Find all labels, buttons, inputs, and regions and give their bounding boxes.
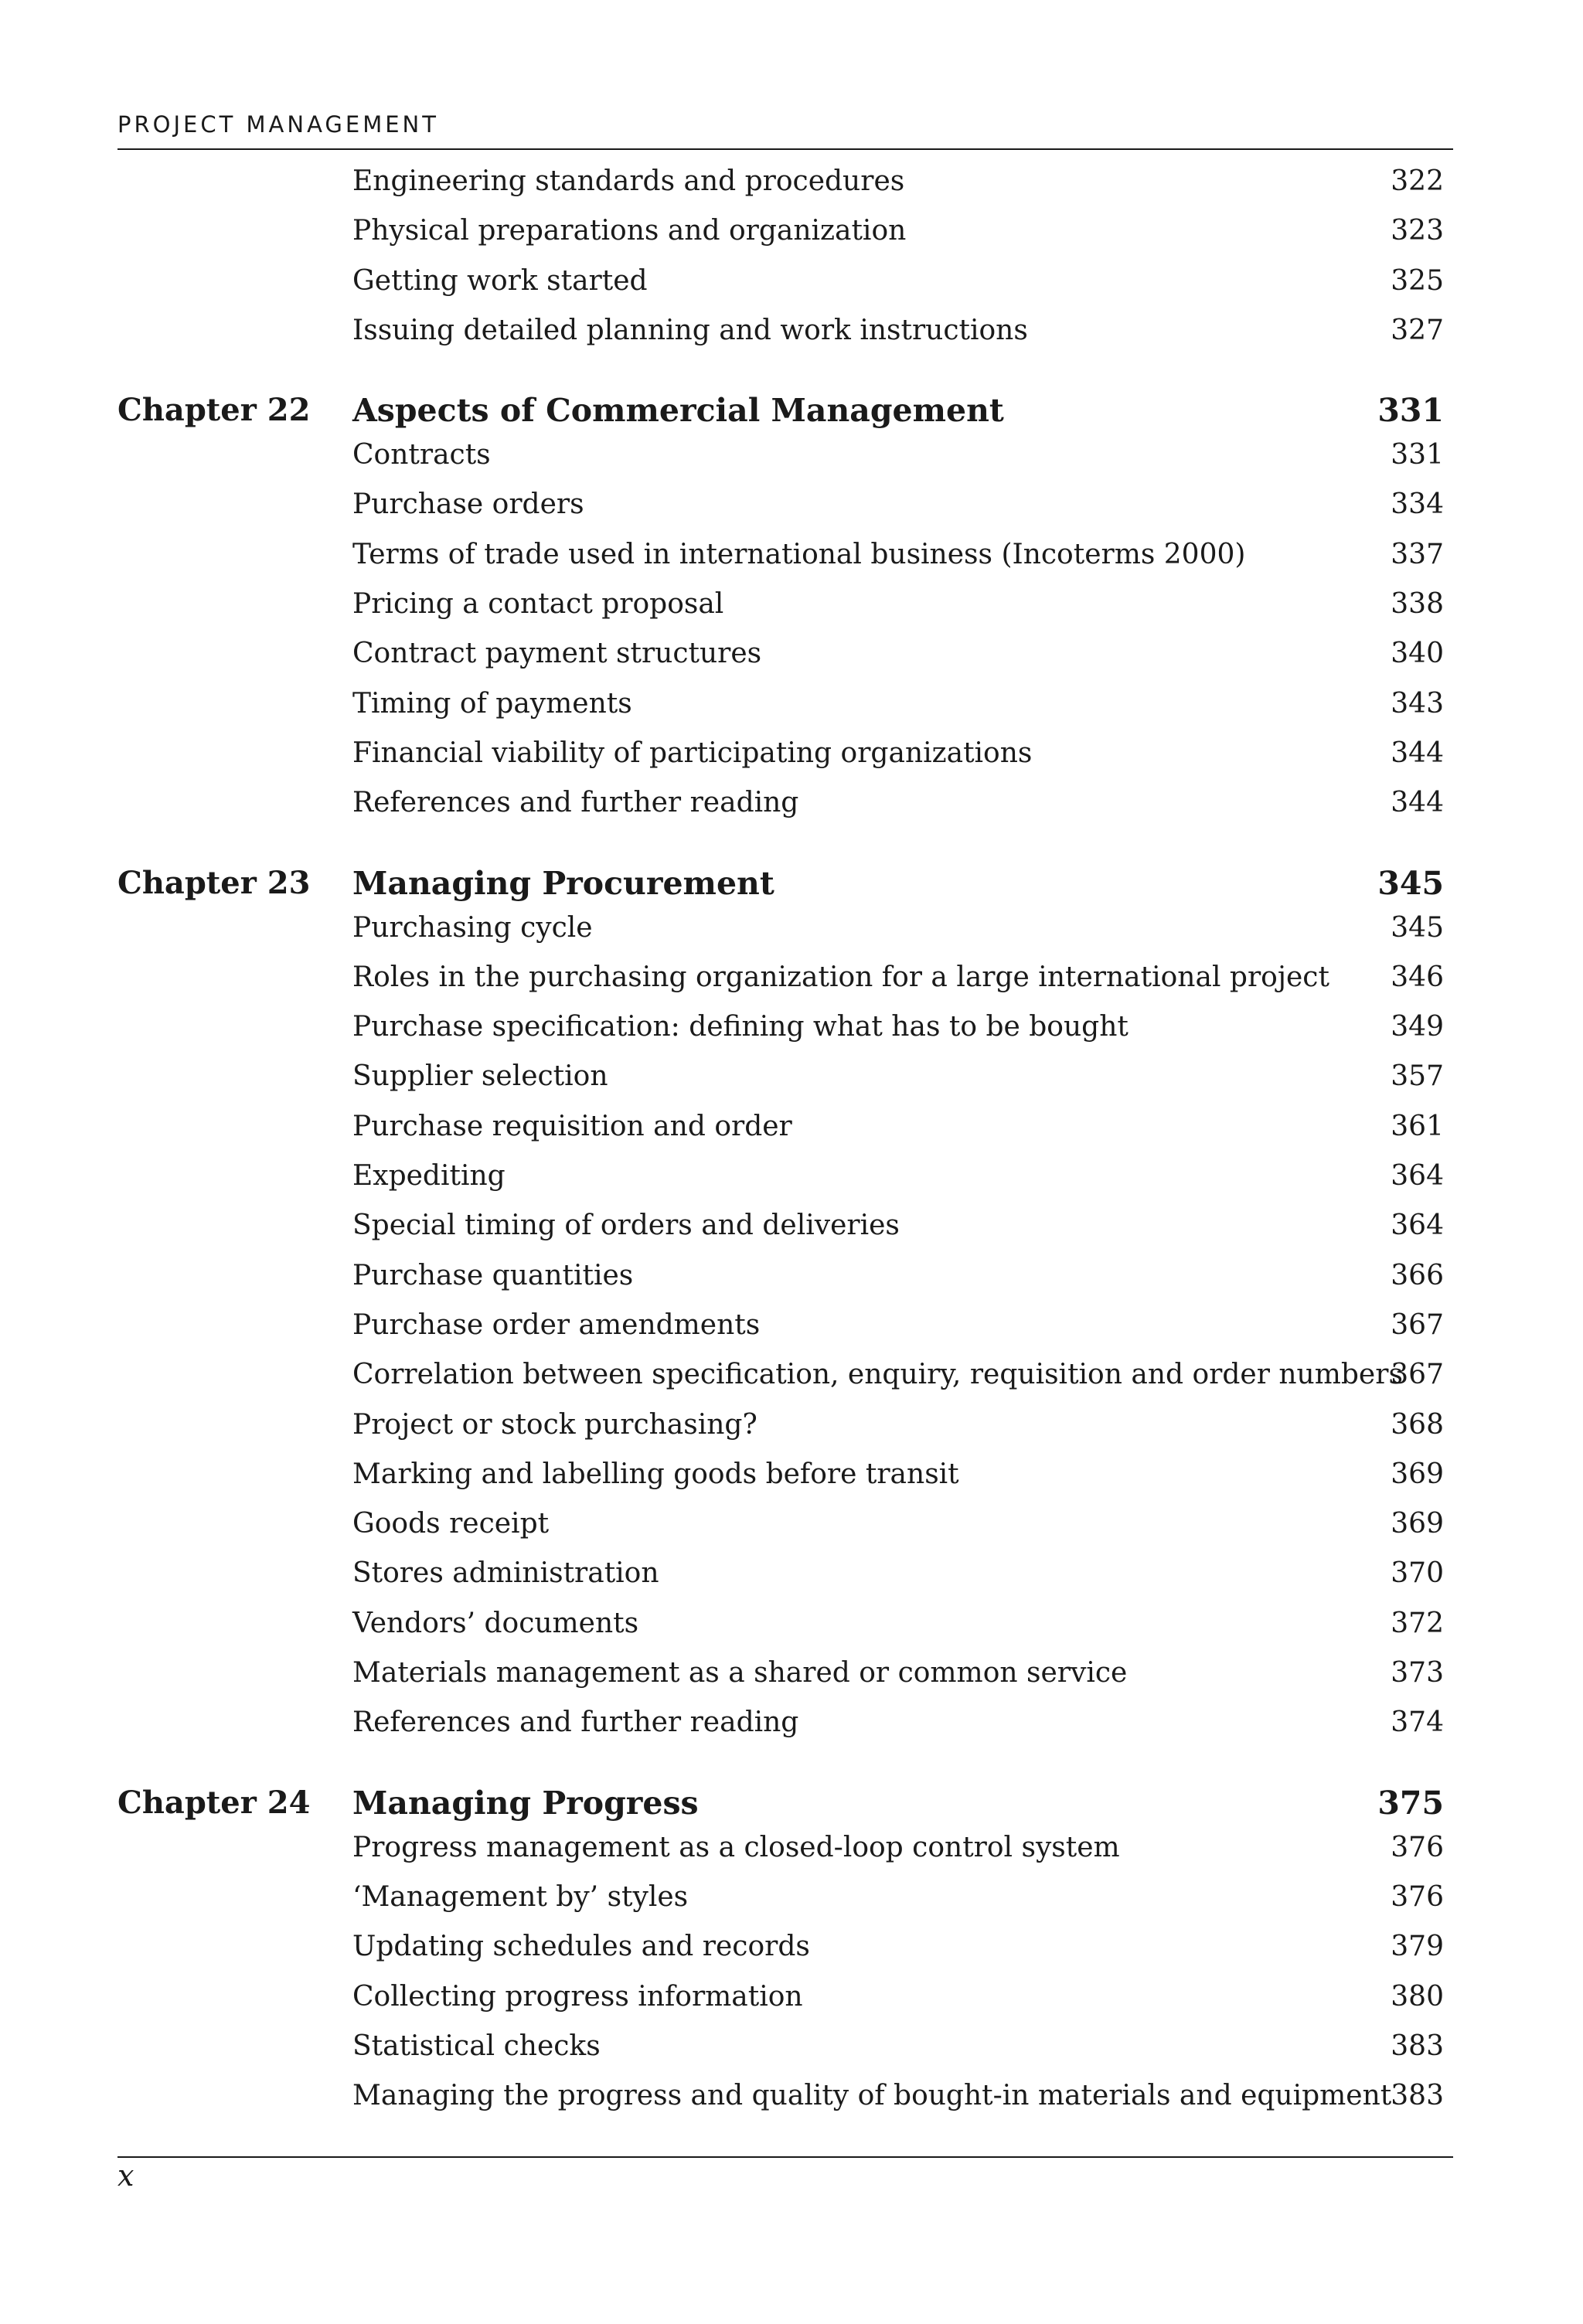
toc-entry-row xyxy=(0,1005,1583,1054)
entry-title: Supplier selection xyxy=(352,1060,608,1093)
page-number: 374 xyxy=(1391,1706,1444,1739)
entry-title: Vendors’ documents xyxy=(352,1607,639,1639)
page-number: 344 xyxy=(1391,787,1444,819)
toc-entry-row xyxy=(0,1403,1583,1452)
entry-title: Purchase specification: defining what has to be bought xyxy=(352,1011,1129,1043)
entry-title: Getting work started xyxy=(352,264,648,297)
toc-entry-row xyxy=(0,1924,1583,1974)
entry-title: Physical preparations and organization xyxy=(352,215,907,247)
toc-entry-row xyxy=(0,1104,1583,1154)
chapter-title: Aspects of Commercial Management xyxy=(352,392,1004,430)
toc-entry-row xyxy=(0,433,1583,482)
entry-title: Progress management as a closed-loop control system xyxy=(352,1831,1120,1863)
toc-entry-row xyxy=(0,1154,1583,1203)
footer-rule xyxy=(117,2156,1453,2158)
toc-entry-row xyxy=(0,1203,1583,1253)
page-number: 375 xyxy=(1377,1784,1444,1822)
toc-entry-row xyxy=(0,955,1583,1005)
page-number: 369 xyxy=(1391,1458,1444,1490)
toc-entry-row xyxy=(0,533,1583,582)
entry-title: Issuing detailed planning and work instructions xyxy=(352,314,1028,346)
toc-entry-row xyxy=(0,2024,1583,2074)
entry-title: Goods receipt xyxy=(352,1508,550,1540)
entry-title: Financial viability of participating organizations xyxy=(352,737,1033,769)
entry-title: Updating schedules and records xyxy=(352,1931,810,1963)
toc-entry-row xyxy=(0,159,1583,209)
chapter-title: Managing Progress xyxy=(352,1784,699,1822)
toc-entry-row xyxy=(0,2074,1583,2123)
entry-title: Pricing a contact proposal xyxy=(352,588,724,621)
toc-entry-row xyxy=(0,259,1583,308)
page-number: 376 xyxy=(1391,1880,1444,1913)
page-number: 367 xyxy=(1391,1308,1444,1341)
page-number: 369 xyxy=(1391,1508,1444,1540)
page-number: 383 xyxy=(1391,2030,1444,2062)
toc-entry-row xyxy=(0,1452,1583,1502)
toc-entry-row xyxy=(0,308,1583,358)
entry-title: Materials management as a shared or common service xyxy=(352,1657,1128,1689)
toc-entry-row xyxy=(0,1551,1583,1601)
entry-title: Engineering standards and procedures xyxy=(352,165,905,197)
page-number: 349 xyxy=(1391,1011,1444,1043)
running-head: PROJECT MANAGEMENT xyxy=(117,111,439,138)
entry-title: Terms of trade used in international business (Incoterms 2000) xyxy=(352,538,1246,570)
entry-title: References and further reading xyxy=(352,1706,799,1739)
toc-entry-row xyxy=(0,1826,1583,1875)
page-number: 383 xyxy=(1391,2080,1444,2112)
entry-title: Purchasing cycle xyxy=(352,911,593,944)
entry-title: Roles in the purchasing organization for a large international project xyxy=(352,961,1329,993)
page-number: 325 xyxy=(1391,264,1444,297)
chapter-label: Chapter 22 xyxy=(117,392,311,429)
toc-entry-row xyxy=(0,731,1583,781)
page-number: 367 xyxy=(1391,1359,1444,1391)
page-number: 380 xyxy=(1391,1980,1444,2013)
toc-entry-row xyxy=(0,1303,1583,1353)
entry-title: Marking and labelling goods before transit xyxy=(352,1458,959,1490)
entry-title: Expediting xyxy=(352,1160,506,1193)
entry-title: Purchase requisition and order xyxy=(352,1110,792,1142)
page-number: 340 xyxy=(1391,638,1444,670)
entry-title: ‘Management by’ styles xyxy=(352,1880,689,1913)
page-number: 344 xyxy=(1391,737,1444,769)
page-number: 346 xyxy=(1391,961,1444,993)
toc-entry-row xyxy=(0,1975,1583,2024)
toc-entry-row xyxy=(0,209,1583,258)
entry-title: Stores administration xyxy=(352,1557,659,1590)
page-number: 345 xyxy=(1391,911,1444,944)
entry-title: Project or stock purchasing? xyxy=(352,1408,757,1441)
toc-entry-row xyxy=(0,1054,1583,1104)
page-number: 345 xyxy=(1377,864,1444,902)
page-number: 337 xyxy=(1391,538,1444,570)
entry-title: Contracts xyxy=(352,439,491,471)
entry-title: Managing the progress and quality of bought-in materials and equipment xyxy=(352,2080,1392,2112)
page-number: 366 xyxy=(1391,1259,1444,1291)
page-number: 357 xyxy=(1391,1060,1444,1093)
toc-entry-row xyxy=(0,482,1583,532)
page-number: 322 xyxy=(1391,165,1444,197)
chapter-title: Managing Procurement xyxy=(352,864,774,902)
header-rule xyxy=(117,148,1453,150)
toc-entry-row xyxy=(0,1700,1583,1750)
table-of-contents xyxy=(0,159,1583,2123)
toc-entry-row xyxy=(0,582,1583,631)
entry-title: Timing of payments xyxy=(352,687,632,720)
page-number: 338 xyxy=(1391,588,1444,621)
chapter-label: Chapter 23 xyxy=(117,864,311,901)
toc-entry-row xyxy=(0,1502,1583,1551)
entry-title: Correlation between specification, enquiry, requisition and order numbers xyxy=(352,1359,1403,1391)
toc-entry-row xyxy=(0,906,1583,955)
page-number: 361 xyxy=(1391,1110,1444,1142)
page-number: 373 xyxy=(1391,1657,1444,1689)
toc-chapter-row xyxy=(0,856,1583,906)
page-number: 331 xyxy=(1391,439,1444,471)
toc-entry-row xyxy=(0,1353,1583,1402)
page-number: 323 xyxy=(1391,215,1444,247)
entry-title: Purchase orders xyxy=(352,488,584,521)
entry-title: Special timing of orders and deliveries xyxy=(352,1210,900,1242)
page-number: 368 xyxy=(1391,1408,1444,1441)
page-number: 327 xyxy=(1391,314,1444,346)
page-number: 372 xyxy=(1391,1607,1444,1639)
page-number: 364 xyxy=(1391,1210,1444,1242)
page-folio: x xyxy=(117,2159,134,2193)
toc-entry-row xyxy=(0,1875,1583,1924)
chapter-label: Chapter 24 xyxy=(117,1784,311,1821)
toc-chapter-row xyxy=(0,1775,1583,1826)
toc-chapter-row xyxy=(0,383,1583,433)
page-number: 370 xyxy=(1391,1557,1444,1590)
entry-title: Purchase quantities xyxy=(352,1259,634,1291)
toc-entry-row xyxy=(0,1254,1583,1303)
toc-entry-row xyxy=(0,682,1583,731)
page-number: 331 xyxy=(1377,392,1444,430)
page-number: 379 xyxy=(1391,1931,1444,1963)
toc-entry-row xyxy=(0,631,1583,681)
entry-title: References and further reading xyxy=(352,787,799,819)
entry-title: Statistical checks xyxy=(352,2030,601,2062)
page-number: 376 xyxy=(1391,1831,1444,1863)
toc-entry-row xyxy=(0,1601,1583,1651)
entry-title: Contract payment structures xyxy=(352,638,762,670)
toc-entry-row xyxy=(0,781,1583,830)
entry-title: Purchase order amendments xyxy=(352,1308,761,1341)
page-number: 343 xyxy=(1391,687,1444,720)
page-number: 334 xyxy=(1391,488,1444,521)
toc-entry-row xyxy=(0,1651,1583,1700)
entry-title: Collecting progress information xyxy=(352,1980,803,2013)
page-number: 364 xyxy=(1391,1160,1444,1193)
